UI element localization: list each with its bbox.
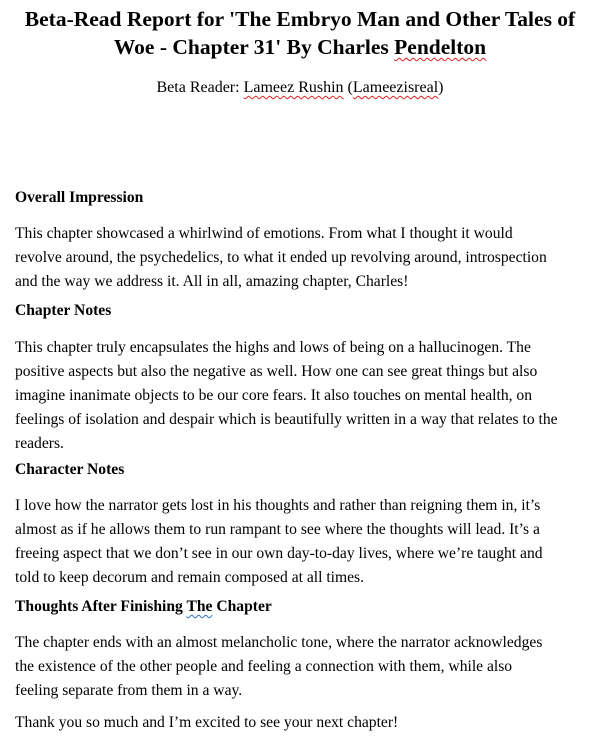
heading-character-notes: Character Notes	[15, 461, 125, 478]
title-line-2	[0, 33, 600, 61]
text-line: revolve around, the psychedelics, to what it ended up revolving around, introspection	[15, 249, 547, 266]
text-line: I love how the narrator gets lost in his thoughts and rather than reigning them in, it’s	[15, 497, 541, 514]
text-line: told to keep decorum and remain composed at all times.	[15, 569, 365, 586]
byline-reader-name: Lameez Rushin	[243, 79, 344, 96]
text-line: This chapter truly encapsulates the highs and lows of being on a hallucinogen. The	[15, 339, 531, 356]
text-line: almost as if he allows them to run rampant to see where the thoughts will lead. It’s a	[15, 521, 540, 538]
title-line-2-text: Woe - Chapter 31' By Charles	[113, 35, 395, 59]
paragraph-overall-impression	[15, 222, 600, 294]
heading-thoughts-after-finishing	[15, 596, 272, 618]
closing-line: Thank you so much and I’m excited to see your next chapter!	[15, 714, 399, 731]
heading-thoughts-part-b: The	[186, 598, 213, 615]
text-line: readers.	[15, 435, 64, 452]
text-line: and the way we address it. All in all, amazing chapter, Charles!	[15, 273, 409, 290]
heading-thoughts-part-a: Thoughts After Finishing	[15, 598, 187, 615]
text-line: positive aspects but also the negative as well. How one can see great things but also	[15, 363, 538, 380]
paragraph-character-notes	[15, 494, 600, 590]
heading-overall-impression: Overall Impression	[15, 189, 144, 206]
title-author-surname: Pendelton	[394, 35, 487, 59]
byline-paren-close: )	[438, 79, 444, 96]
document-title	[0, 5, 600, 61]
text-line: feeling separate from them in a way.	[15, 682, 243, 699]
title-line-1: Beta-Read Report for 'The Embryo Man and Other Tales of	[24, 7, 576, 31]
heading-chapter-notes: Chapter Notes	[15, 302, 112, 319]
text-line: This chapter showcased a whirlwind of emotions. From what I thought it would	[15, 225, 513, 242]
text-line: imagine inanimate objects to be our core fears. It also touches on mental health, on	[15, 387, 533, 404]
paragraph-chapter-notes	[15, 336, 600, 456]
heading-thoughts-part-c: Chapter	[212, 598, 272, 615]
text-line: feelings of isolation and despair which is beautifully written in a way that relates to the	[15, 411, 558, 428]
beta-reader-byline	[0, 77, 600, 99]
byline-prefix: Beta Reader:	[156, 79, 244, 96]
byline-paren-open: (	[347, 79, 353, 96]
byline-reader-handle: Lameezisreal	[352, 79, 439, 96]
paragraph-thoughts-after-finishing	[15, 631, 600, 703]
text-line: the existence of the other people and feeling a connection with them, while also	[15, 658, 513, 675]
text-line: freeing aspect that we don’t see in our own day-to-day lives, where we’re taught and	[15, 545, 543, 562]
text-line: The chapter ends with an almost melancholic tone, where the narrator acknowledges	[15, 634, 543, 651]
